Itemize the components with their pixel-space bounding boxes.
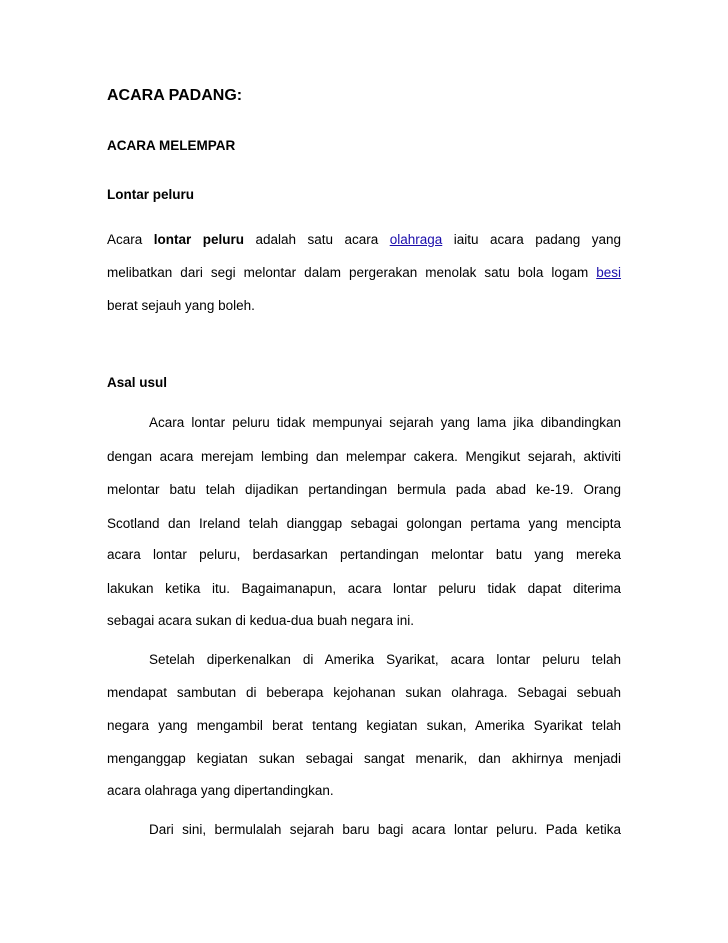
paragraph-line: negara yang mengambil berat tentang kegiatan sukan, Amerika Syarikat telah	[107, 718, 621, 733]
intro-line-3: berat sejauh yang boleh.	[107, 298, 255, 313]
bold-term: lontar peluru	[153, 232, 244, 247]
paragraph-line: mendapat sambutan di beberapa kejohanan sukan olahraga. Sebagai sebuah	[107, 685, 621, 700]
main-heading: ACARA PADANG:	[107, 87, 243, 104]
subsection-heading: Lontar peluru	[107, 187, 194, 202]
paragraph-line: Scotland dan Ireland telah dianggap sebagai golongan pertama yang mencipta	[107, 516, 621, 531]
intro-text: Acara	[107, 232, 154, 247]
paragraph-line: acara lontar peluru, berdasarkan pertandingan melontar batu yang mereka	[107, 547, 621, 562]
paragraph-line: Dari sini, bermulalah sejarah baru bagi acara lontar peluru. Pada ketika	[149, 822, 621, 837]
olahraga-link[interactable]: olahraga	[389, 232, 443, 247]
intro-text: melibatkan dari segi melontar dalam pergerakan menolak satu bola logam	[107, 265, 597, 280]
paragraph-line: lakukan ketika itu. Bagaimanapun, acara lontar peluru tidak dapat diterima	[107, 581, 621, 596]
paragraph-line: Acara lontar peluru tidak mempunyai sejarah yang lama jika dibandingkan	[149, 415, 621, 430]
paragraph-line: acara olahraga yang dipertandingkan.	[107, 783, 334, 798]
paragraph-line: menganggap kegiatan sukan sebagai sangat menarik, dan akhirnya menjadi	[107, 751, 621, 766]
intro-line-2	[107, 264, 621, 282]
paragraph-line: sebagai acara sukan di kedua-dua buah negara ini.	[107, 613, 414, 628]
besi-link[interactable]: besi	[596, 265, 621, 280]
paragraph-line: Setelah diperkenalkan di Amerika Syarikat, acara lontar peluru telah	[149, 652, 621, 667]
paragraph-line: melontar batu telah dijadikan pertandingan bermula pada abad ke-19. Orang	[107, 482, 621, 497]
section-heading: ACARA MELEMPAR	[107, 138, 236, 153]
origin-heading: Asal usul	[107, 375, 168, 390]
intro-line-1	[107, 231, 621, 249]
intro-text: adalah satu acara	[243, 232, 390, 247]
intro-text: iaitu acara padang yang	[442, 232, 621, 247]
paragraph-line: dengan acara merejam lembing dan melempar cakera. Mengikut sejarah, aktiviti	[107, 449, 621, 464]
